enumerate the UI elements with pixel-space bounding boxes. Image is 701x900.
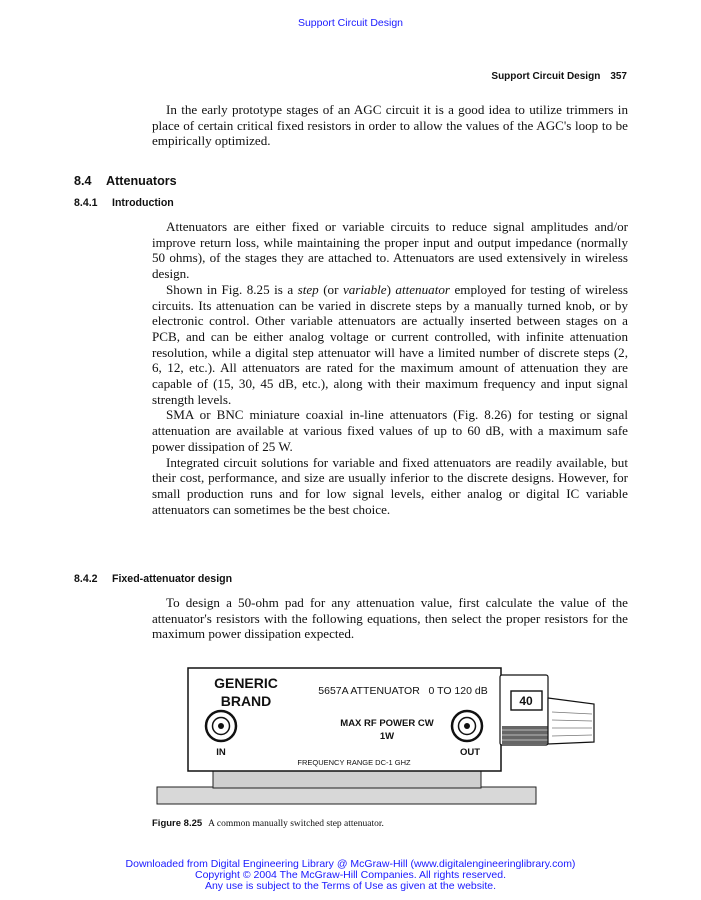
footer-terms[interactable]: Any use is subject to the Terms of Use as given at the website. bbox=[204, 880, 497, 892]
italic-term: step bbox=[297, 281, 319, 297]
intro-text: In the early prototype stages of an AGC circuit it is a good idea to utilize trimmers in place of certain critical fixed resistors in order to allow the values of the AGC's loop to be empirically optimized. bbox=[152, 102, 628, 149]
paragraph-5: To design a 50-ohm pad for any attenuation value, first calculate the value of the attenuator's resistors with the following equations, then select the proper resistors for the maximum power dissipation expected. bbox=[152, 595, 628, 642]
in-label: IN bbox=[216, 747, 226, 758]
caption-label: Figure 8.25 bbox=[152, 818, 203, 829]
section-title: Attenuators bbox=[106, 174, 177, 188]
figure-caption bbox=[152, 818, 384, 829]
italic-term: attenuator bbox=[395, 281, 450, 297]
stand-block bbox=[213, 770, 481, 788]
subsection-number: 8.4.1 bbox=[74, 197, 98, 209]
paragraph-3: SMA or BNC miniature coaxial in-line attenuators (Fig. 8.26) for testing or signal attenuation are available at various fixed values of up to 60 dB, with a maximum safe power dissipation of 25 W. bbox=[152, 407, 628, 454]
running-head-title: Support Circuit Design bbox=[491, 71, 601, 82]
out-connector[interactable] bbox=[452, 711, 482, 741]
subsection-title: Fixed-attenuator design bbox=[112, 573, 233, 585]
caption-text: A common manually switched step attenuator. bbox=[208, 819, 384, 829]
page-number: 357 bbox=[610, 71, 627, 82]
italic-term: variable bbox=[342, 281, 387, 297]
footer-copyright[interactable]: Copyright © 2004 The McGraw-Hill Companies. All rights reserved. bbox=[195, 869, 506, 881]
footer-download-link[interactable]: Downloaded from Digital Engineering Library @ McGraw-Hill (www.digitalengineeringlibrary.com) bbox=[125, 858, 576, 870]
section-number: 8.4 bbox=[74, 174, 92, 188]
out-label: OUT bbox=[459, 747, 481, 758]
text-run: (or bbox=[318, 281, 343, 297]
in-connector[interactable] bbox=[206, 711, 236, 741]
brand-line-1: GENERIC bbox=[214, 675, 278, 691]
power-value: 1W bbox=[379, 731, 395, 742]
model-label: 5657A ATTENUATOR 0 TO 120 dB bbox=[318, 685, 488, 697]
paragraph-1: Attenuators are either fixed or variable circuits to reduce signal amplitudes and/or improve return loss, while maintaining the proper input and output impedance (normally 50 ohms), of the stages they are attached to. Attenuators are used extensively in wireless design. bbox=[152, 219, 628, 282]
dial-value: 40 bbox=[519, 694, 533, 708]
brand-line-2: BRAND bbox=[220, 693, 272, 709]
paragraph-4: Integrated circuit solutions for variable and fixed attenuators are readily available, but their cost, performance, and size are usually inferior to the discrete designs. However, for small production runs and for low signal levels, either analog or digital IC variable attenuators can sometimes be the best choice. bbox=[152, 454, 628, 517]
text-run: employed for testing of wireless circuits. Its attenuation can be varied in discrete steps by a manually turned knob, or by electronic control. Other variable attenuators are actually inserted between stages on a PCB, and can be either analog voltage or current controlled, with infinite attenuation resolution, while a digital step attenuator will have a limited number of discrete steps (2, 6, 12, etc.). All attenuators are rated for the maximum amount of attenuation they are capable of (15, 30, 45 dB, etc.), along with their maximum frequency and input signal strength levels. bbox=[152, 281, 628, 407]
base-plate bbox=[157, 787, 536, 804]
power-label: MAX RF POWER CW bbox=[340, 718, 434, 729]
subsection-title: Introduction bbox=[112, 197, 174, 209]
subsection-number: 8.4.2 bbox=[74, 573, 98, 585]
text-run: ) bbox=[386, 281, 396, 297]
text-run: Shown in Fig. 8.25 is a bbox=[166, 281, 298, 297]
frequency-range: FREQUENCY RANGE DC-1 GHZ bbox=[297, 758, 411, 767]
header-link[interactable]: Support Circuit Design bbox=[297, 17, 404, 29]
